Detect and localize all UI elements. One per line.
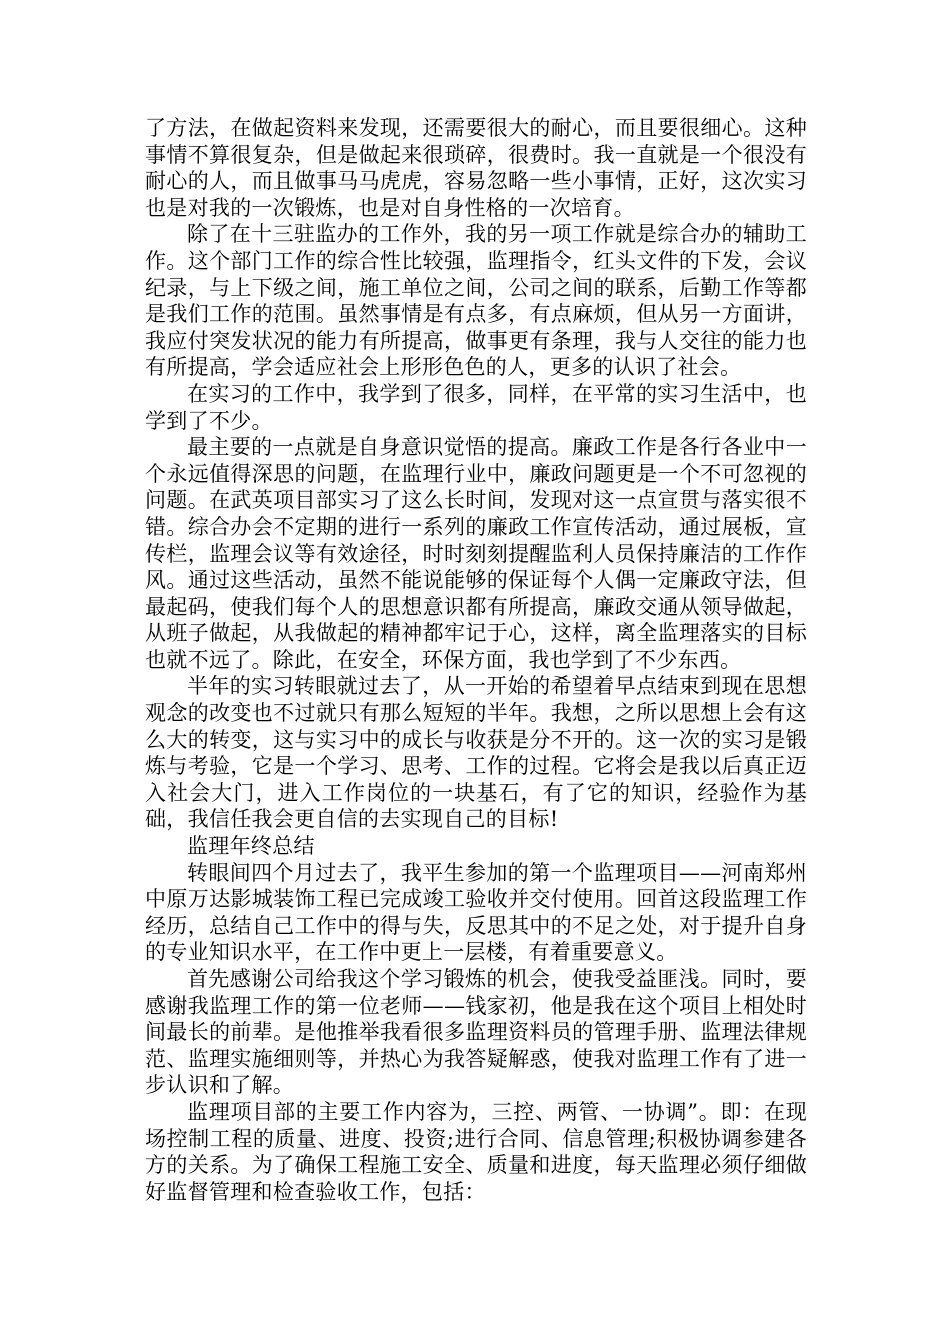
- document-body: [145, 115, 807, 1205]
- paragraph-half-year-internship: 半年的实习转眼就过去了，从一开始的希望着早点结束到现在思想观念的改变也不过就只有那么短短的半年。我想，之所以思想上会有这么大的转变，这与实习中的成长与收获是分不开的。这一次的实习是锻炼与考验，它是一个学习、思考、工作的过程。它将会是我以后真正迈入社会大门，进入工作岗位的一块基石，有了它的知识，经验作为基础，我信任我会更自信的去实现自己的目标!: [145, 674, 807, 832]
- paragraph-comprehensive-office: 除了在十三驻监办的工作外，我的另一项工作就是综合办的辅助工作。这个部门工作的综合性比较强，监理指令，红头文件的下发，会议纪录，与上下级之间，施工单位之间，公司之间的联系，后勤工作等都是我们工作的范围。虽然事情是有点多，有点麻烦，但从另一方面讲，我应付突发状况的能力有所提高，做事更有条理，我与人交往的能力也有所提高，学会适应社会上形形色色的人，更多的认识了社会。: [145, 222, 807, 380]
- paragraph-main-work: 监理项目部的主要工作内容为，三控、两管、一协调”。即：在现场控制工程的质量、进度、投资;进行合同、信息管理;积极协调参建各方的关系。为了确保工程施工安全、质量和进度，每天监理必须仔细做好监督管理和检查验收工作，包括：: [145, 1099, 807, 1204]
- paragraph-thanks: 首先感谢公司给我这个学习锻炼的机会，使我受益匪浅。同时，要感谢我监理工作的第一位老师——钱家初，他是我在这个项目上相处时间最长的前辈。是他推举我看很多监理资料员的管理手册、监理法律规范、监理实施细则等，并热心为我答疑解惑，使我对监理工作有了进一步认识和了解。: [145, 967, 807, 1098]
- paragraph-integrity-awareness: 最主要的一点就是自身意识觉悟的提高。廉政工作是各行各业中一个永远值得深思的问题，在监理行业中，廉政问题更是一个不可忽视的问题。在武英项目部实习了这么长时间，发现对这一点宣贯与落实很不错。综合办会不定期的进行一系列的廉政工作宣传活动，通过展板，宣传栏，监理会议等有效途径，时时刻刻提醒监利人员保持廉洁的工作作风。通过这些活动，虽然不能说能够的保证每个人偶一定廉政守法，但最起码，使我们每个人的思想意识都有所提高，廉政交通从领导做起，从班子做起，从我做起的精神都牢记于心，这样，离全监理落实的目标也就不远了。除此，在安全，环保方面，我也学到了不少东西。: [145, 435, 807, 672]
- paragraph-continuation: 了方法，在做起资料来发现，还需要很大的耐心，而且要很细心。这种事情不算很复杂，但是做起来很琐碎，很费时。我一直就是一个很没有耐心的人，而且做事马马虎虎，容易忽略一些小事情，正好，这次实习也是对我的一次锻炼，也是对自身性格的一次培育。: [145, 116, 807, 220]
- paragraph-learned-much: 在实习的工作中，我学到了很多，同样，在平常的实习生活中，也学到了不少。: [145, 381, 807, 433]
- section-heading-year-end-summary: 监理年终总结: [187, 834, 315, 859]
- paragraph-first-project: 转眼间四个月过去了，我平生参加的第一个监理项目——河南郑州中原万达影城装饰工程已完成竣工验收并交付使用。回首这段监理工作经历，总结自己工作中的得与失，反思其中的不足之处，对于提升自身的专业知识水平，在工作中更上一层楼，有着重要意义。: [145, 860, 807, 965]
